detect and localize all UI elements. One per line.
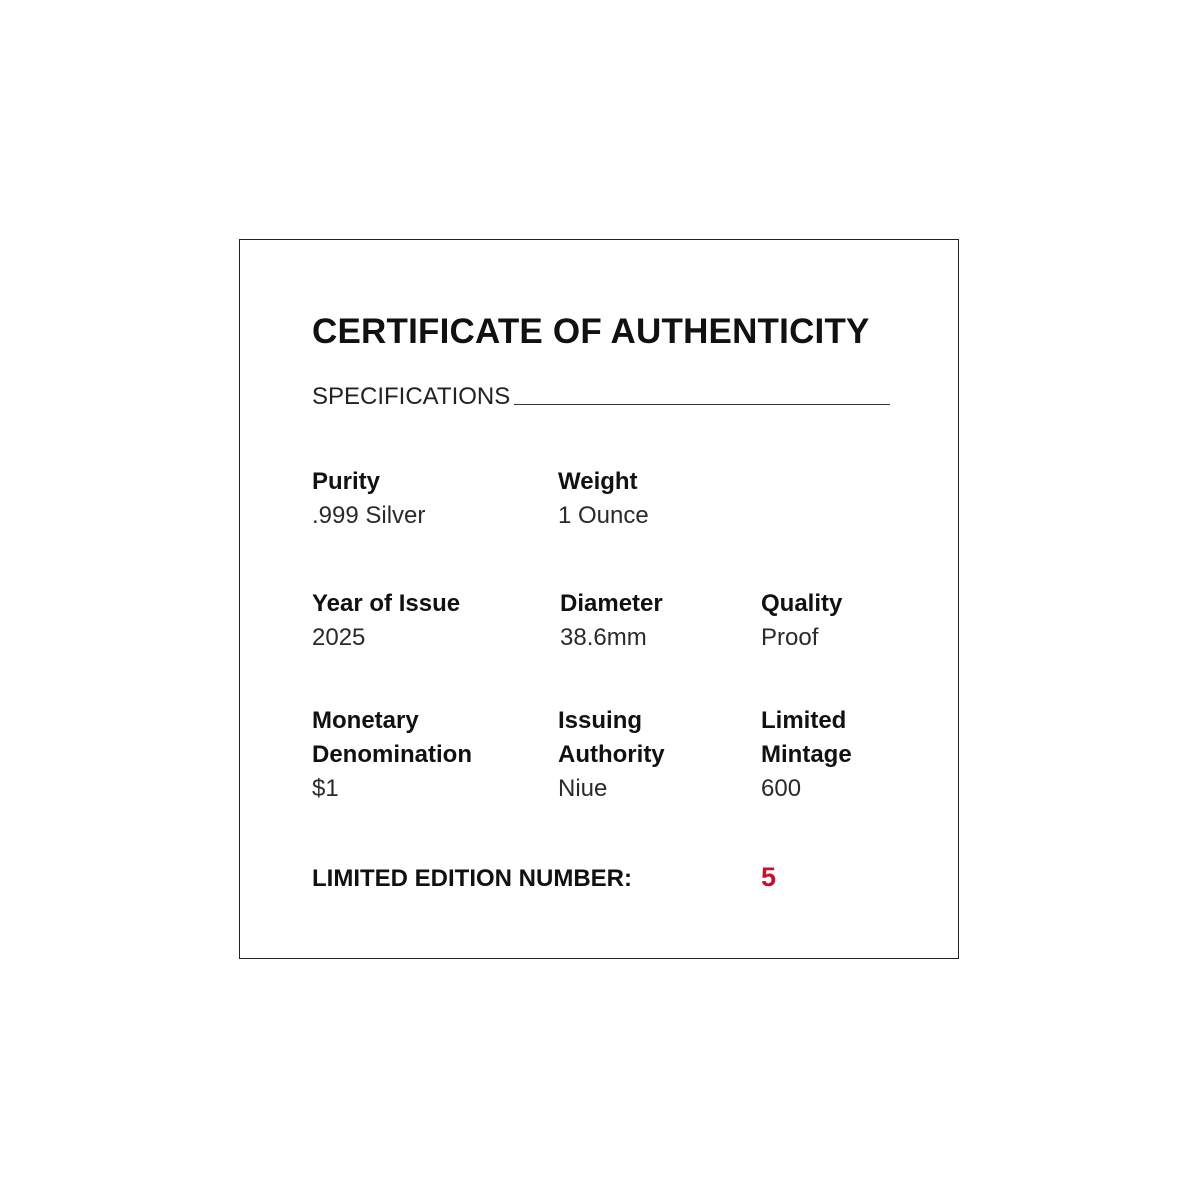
spec-diameter-label: Diameter [560,590,663,617]
spec-monetary-denomination [312,704,472,806]
spec-purity [312,465,425,533]
spec-purity-label: Purity [312,468,381,495]
spec-authority-value: Niue [558,775,608,802]
spec-quality-label: Quality [761,590,843,617]
spec-mintage-label-line2: Mintage [761,741,852,768]
certificate-card [239,239,959,959]
spec-limited-mintage [761,704,852,806]
spec-diameter [560,587,663,655]
specifications-divider [514,404,890,405]
spec-purity-value: .999 Silver [312,502,426,529]
spec-weight [558,465,649,533]
certificate-title: CERTIFICATE OF AUTHENTICITY [312,312,870,351]
spec-quality-value: Proof [761,624,819,651]
spec-denomination-label-line2: Denomination [312,741,472,768]
spec-quality [761,587,842,655]
specifications-header [312,380,890,414]
spec-year-of-issue [312,587,460,655]
spec-year-label: Year of Issue [312,590,461,617]
spec-denomination-label-line1: Monetary [312,707,419,734]
spec-authority-label-line1: Issuing [558,707,643,734]
spec-denomination-value: $1 [312,775,339,802]
specifications-heading: SPECIFICATIONS [312,383,511,410]
spec-mintage-value: 600 [761,775,802,802]
spec-mintage-label-line1: Limited [761,707,847,734]
spec-authority-label-line2: Authority [558,741,665,768]
limited-edition-label: LIMITED EDITION NUMBER: [312,865,632,892]
spec-issuing-authority [558,704,665,806]
spec-weight-label: Weight [558,468,638,495]
spec-weight-value: 1 Ounce [558,502,649,529]
limited-edition-number: 5 [761,862,777,892]
spec-diameter-value: 38.6mm [560,624,647,651]
spec-year-value: 2025 [312,624,366,651]
